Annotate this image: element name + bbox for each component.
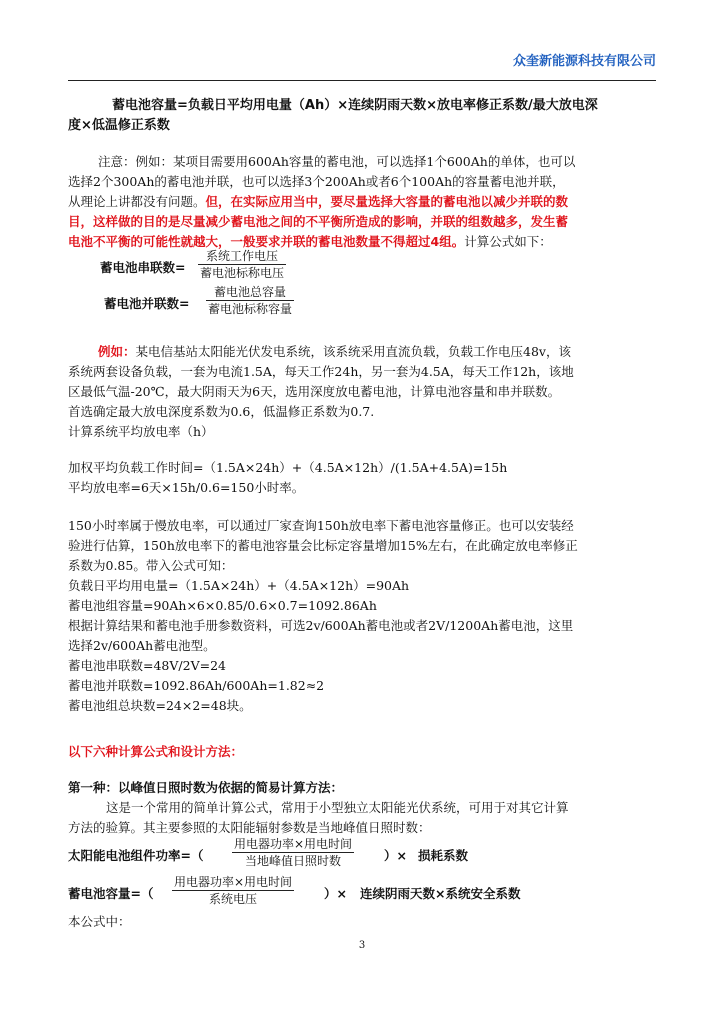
six-methods-heading: 以下六种计算公式和设计方法： [68, 744, 244, 759]
battery-capacity-formula-close: ）× [324, 886, 347, 901]
example-line10: 系数为0.85。带入公式可知： [68, 558, 234, 573]
pv-power-formula-label: 太阳能电池组件功率=（ [68, 848, 204, 863]
note-line5: 电池不平衡的可能性就越大，一般要求并联的蓄电池数量不得超过4组。计算公式如下： [68, 234, 552, 249]
pv-power-formula-fraction [232, 836, 354, 869]
battery-capacity-formula-denominator: 系统电压 [209, 892, 258, 906]
main-formula-line2: 度×低温修正系数 [68, 118, 170, 133]
example-line9: 验进行估算，150h放电率下的蓄电池容量会比标定容量增加15%左右，在此确定放电率修正 [68, 538, 578, 553]
example-line14: 选择2v/600Ah蓄电池型。 [68, 638, 216, 653]
method1-title: 第一种：以峰值日照时数为依据的简易计算方法： [68, 780, 344, 795]
example-line16: 蓄电池并联数=1092.86Ah/600Ah=1.82≈2 [68, 678, 325, 693]
battery-capacity-formula-tail: 连续阴雨天数×系统安全系数 [360, 886, 521, 901]
example-line15: 蓄电池串联数=48V/2V=24 [68, 658, 226, 673]
battery-capacity-formula-fraction [172, 874, 294, 907]
pv-power-formula-denominator: 当地峰值日照时数 [245, 854, 342, 868]
example-line3: 区最低气温-20℃，最大阴雨天为6天，选用深度放电蓄电池，计算电池容量和串并联数。 [68, 384, 561, 399]
series-formula-denominator: 蓄电池标称电压 [200, 266, 285, 280]
main-formula-line1: 蓄电池容量=负载日平均用电量（Ah）×连续阴雨天数×放电率修正系数/最大放电深 [112, 98, 598, 113]
pv-power-formula-numerator: 用电器功率×用电时间 [234, 837, 353, 851]
example-line7: 平均放电率=6天×15h/0.6=150小时率。 [68, 480, 305, 495]
example-line11: 负载日平均用电量=（1.5A×24h）+（4.5A×12h）=90Ah [68, 578, 410, 593]
page-number: 3 [358, 940, 366, 951]
battery-capacity-formula-label: 蓄电池容量=（ [68, 886, 154, 901]
example-line12: 蓄电池组容量=90Ah×6×0.85/0.6×0.7=1092.86Ah [68, 598, 377, 613]
battery-capacity-formula-numerator: 用电器功率×用电时间 [174, 875, 293, 889]
method1-line3: 本公式中： [68, 914, 131, 929]
example-line17: 蓄电池组总块数=24×2=48块。 [68, 698, 252, 713]
pv-power-formula-tail: 损耗系数 [418, 848, 469, 863]
pv-power-formula-close: ）× [384, 848, 407, 863]
series-formula-fraction [198, 248, 286, 281]
parallel-formula-label: 蓄电池并联数= [104, 296, 190, 311]
note-line1: 注意：例如：某项目需要用600Ah容量的蓄电池，可以选择1个600Ah的单体，也可以 [98, 154, 576, 169]
example-line13: 根据计算结果和蓄电池手册参数资料，可选2v/600Ah蓄电池或者2V/1200Ah蓄电池，这里 [68, 618, 574, 633]
company-header: 众奎新能源科技有限公司 [512, 54, 656, 69]
parallel-formula-numerator: 蓄电池总容量 [206, 284, 294, 301]
parallel-formula-fraction [206, 284, 294, 317]
note-line2: 选择2个300Ah的蓄电池并联，也可以选择3个200Ah或者6个100Ah的容量蓄电池并联， [68, 174, 565, 189]
note-line4: 目，这样做的目的是尽量减少蓄电池之间的不平衡所造成的影响，并联的组数越多，发生蓄 [68, 214, 569, 229]
series-formula-label: 蓄电池串联数= [100, 260, 186, 275]
series-formula-numerator: 系统工作电压 [198, 248, 286, 265]
parallel-formula-denominator: 蓄电池标称容量 [208, 302, 293, 316]
example-line6: 加权平均负载工作时间=（1.5A×24h）+（4.5A×12h）/(1.5A+4.5A)=15h [68, 460, 508, 475]
example-line2: 系统两套设备负载，一套为电流1.5A，每天工作24h，另一套为4.5A，每天工作12h，该地 [68, 364, 574, 379]
example-line5: 计算系统平均放电率（h） [68, 424, 214, 439]
example-line8: 150小时率属于慢放电率，可以通过厂家查询150h放电率下蓄电池容量修正。也可以安装经 [68, 518, 574, 533]
header-rule [68, 80, 656, 81]
method1-line1: 这是一个常用的简单计算公式，常用于小型独立太阳能光伏系统，可用于对其它计算 [106, 800, 569, 815]
note-line3: 从理论上讲都没有问题。但，在实际应用当中，要尽量选择大容量的蓄电池以减少并联的数 [68, 194, 569, 209]
method1-line2: 方法的验算。其主要参照的太阳能辐射参数是当地峰值日照时数： [68, 820, 431, 835]
example-line4: 首选确定最大放电深度系数为0.6，低温修正系数为0.7. [68, 404, 375, 419]
example-line1: 例如：某电信基站太阳能光伏发电系统，该系统采用直流负载，负载工作电压48v，该 [98, 344, 571, 359]
